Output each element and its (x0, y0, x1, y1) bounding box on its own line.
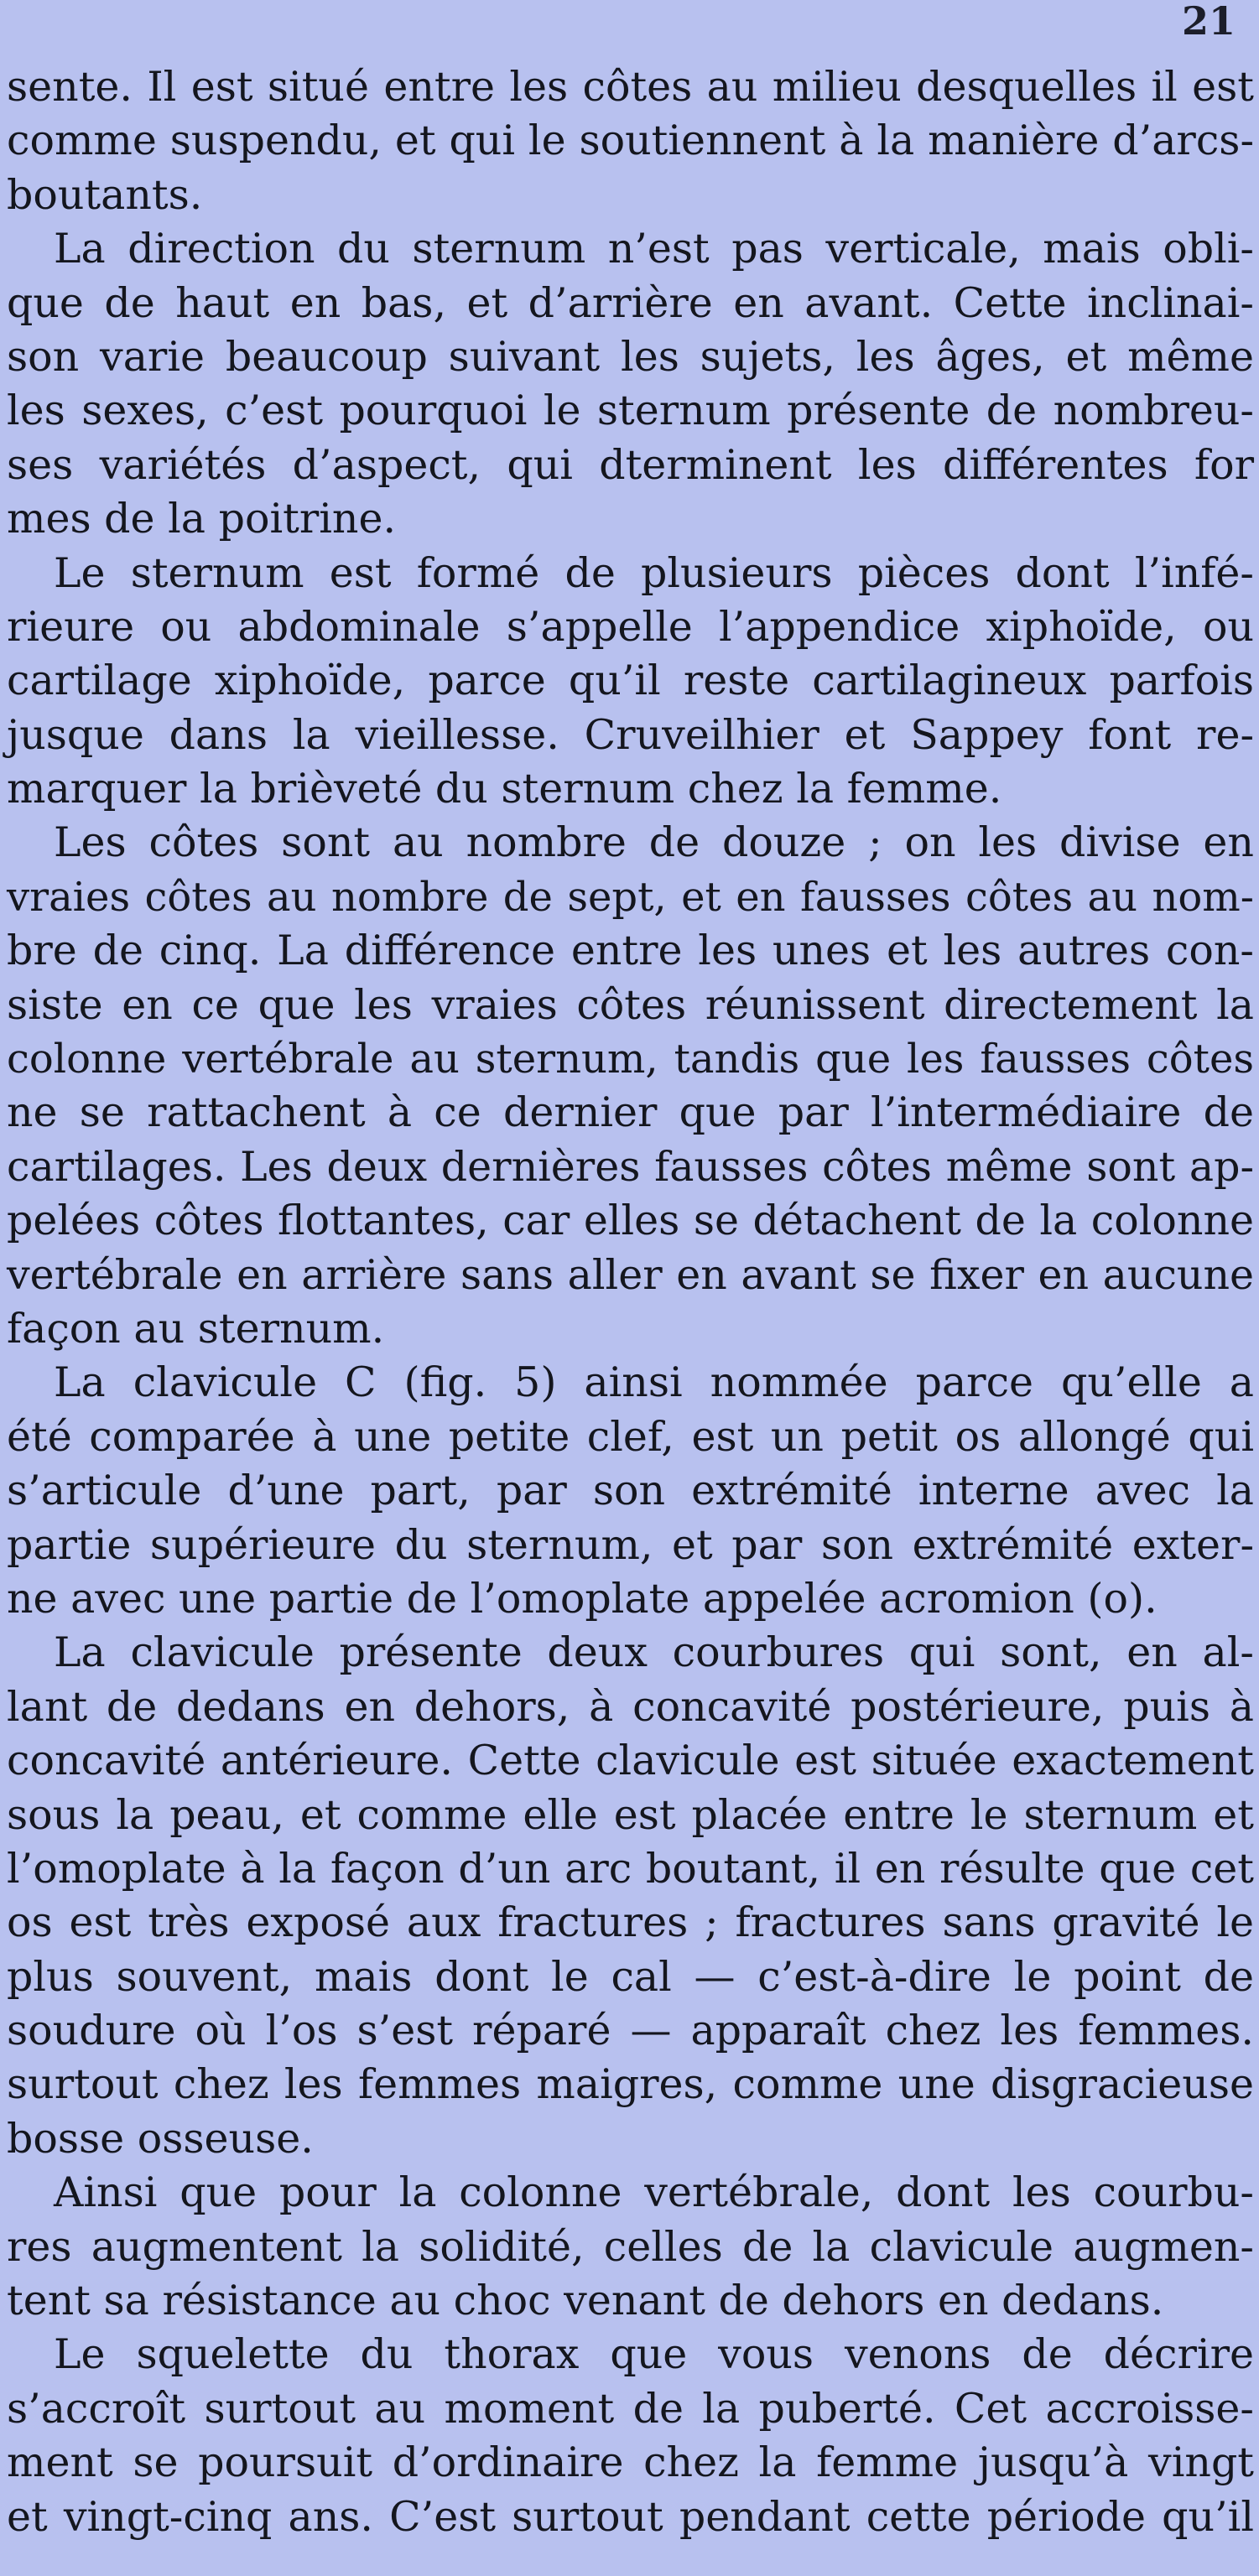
text-line: Les côtes sont au nombre de douze ; on les divise en (54, 818, 1254, 867)
text-line: bre de cinq. La différence entre les unes et les autres con- (7, 927, 1254, 975)
text-line: bosse osseuse. (7, 2114, 314, 2163)
text-line: pelées côtes flottantes, car elles se détachent de la colonne (7, 1197, 1254, 1245)
body-text (0, 60, 1259, 2544)
text-line: La clavicule C (fig. 5) ainsi nommée parce qu’elle a (54, 1358, 1254, 1407)
text-line: Le sternum est formé de plusieurs pièces dont l’infé- (54, 548, 1254, 597)
text-line: ne se rattachent à ce dernier que par l’intermédiaire de (7, 1088, 1254, 1137)
text-line: l’omoplate à la façon d’un arc boutant, il en résulte que cet (7, 1844, 1254, 1893)
text-line: et vingt-cinq ans. C’est surtout pendant cette période qu’il (7, 2492, 1254, 2541)
text-line: La clavicule présente deux courbures qui sont, en al- (54, 1628, 1254, 1677)
text-line: jusque dans la vieillesse. Cruveilhier et Sappey font re- (7, 710, 1254, 759)
text-line: concavité antérieure. Cette clavicule est située exactement (7, 1737, 1254, 1785)
text-line: sente. Il est situé entre les côtes au milieu desquelles il est (7, 63, 1254, 111)
text-line: vertébrale en arrière sans aller en avant se fixer en aucune (7, 1250, 1254, 1299)
text-line: son varie beaucoup suivant les sujets, les âges, et même (7, 332, 1254, 381)
text-line: soudure où l’os s’est réparé — apparaît chez les femmes. (7, 2007, 1254, 2055)
text-line: colonne vertébrale au sternum, tandis que les fausses côtes (7, 1036, 1254, 1083)
text-line: s’articule d’une part, par son extrémité interne avec la (7, 1467, 1254, 1515)
text-line: res augmentent la solidité, celles de la clavicule augmen- (7, 2222, 1254, 2271)
text-line: La direction du sternum n’est pas verticale, mais obli- (54, 225, 1254, 273)
text-line: boutants. (7, 170, 203, 219)
text-line: rieure ou abdominale s’appelle l’appendice xiphoïde, ou (7, 602, 1254, 651)
text-line: sous la peau, et comme elle est placée entre le sternum et (7, 1790, 1254, 1839)
text-line: cartilages. Les deux dernières fausses côtes même sont ap- (7, 1142, 1254, 1191)
text-line: les sexes, c’est pourquoi le sternum présente de nombreu- (7, 387, 1254, 435)
text-line: mes de la poitrine. (7, 495, 397, 543)
text-line: ses variétés d’aspect, qui dterminent les différentes for (7, 440, 1254, 489)
text-line: Ainsi que pour la colonne vertébrale, dont les courbu- (54, 2168, 1254, 2217)
text-line: que de haut en bas, et d’arrière en avant. Cette inclinai- (7, 278, 1254, 327)
text-line: s’accroît surtout au moment de la puberté. Cet accroisse- (7, 2384, 1254, 2433)
text-line: tent sa résistance au choc venant de dehors en dedans. (7, 2277, 1164, 2325)
text-line: os est très exposé aux fractures ; fractures sans gravité le (7, 1898, 1254, 1947)
text-line: surtout chez les femmes maigres, comme une disgracieuse (7, 2060, 1254, 2109)
text-line: comme suspendu, et qui le soutiennent à la manière d’arcs- (7, 117, 1254, 165)
text-line: plus souvent, mais dont le cal — c’est-à-dire le point de (7, 1952, 1254, 2001)
text-line: Le squelette du thorax que vous venons de décrire (54, 2330, 1254, 2379)
text-line: marquer la brièveté du sternum chez la femme. (7, 765, 1002, 813)
text-line: siste en ce que les vraies côtes réunissent directement la (7, 980, 1254, 1029)
page-number: 21 (1181, 0, 1236, 44)
text-line: été comparée à une petite clef, est un petit os allongé qui (7, 1412, 1254, 1461)
text-line: vraies côtes au nombre de sept, et en fausses côtes au nom- (7, 873, 1254, 921)
text-line: ment se poursuit d’ordinaire chez la femme jusqu’à vingt (7, 2438, 1254, 2487)
text-line: lant de dedans en dehors, à concavité postérieure, puis à (7, 1682, 1254, 1731)
text-line: ne avec une partie de l’omoplate appelée acromion (o). (7, 1574, 1158, 1623)
text-line: cartilage xiphoïde, parce qu’il reste cartilagineux parfois (7, 657, 1254, 705)
text-line: partie supérieure du sternum, et par son extrémité exter- (7, 1520, 1254, 1569)
text-line: façon au sternum. (7, 1304, 385, 1353)
